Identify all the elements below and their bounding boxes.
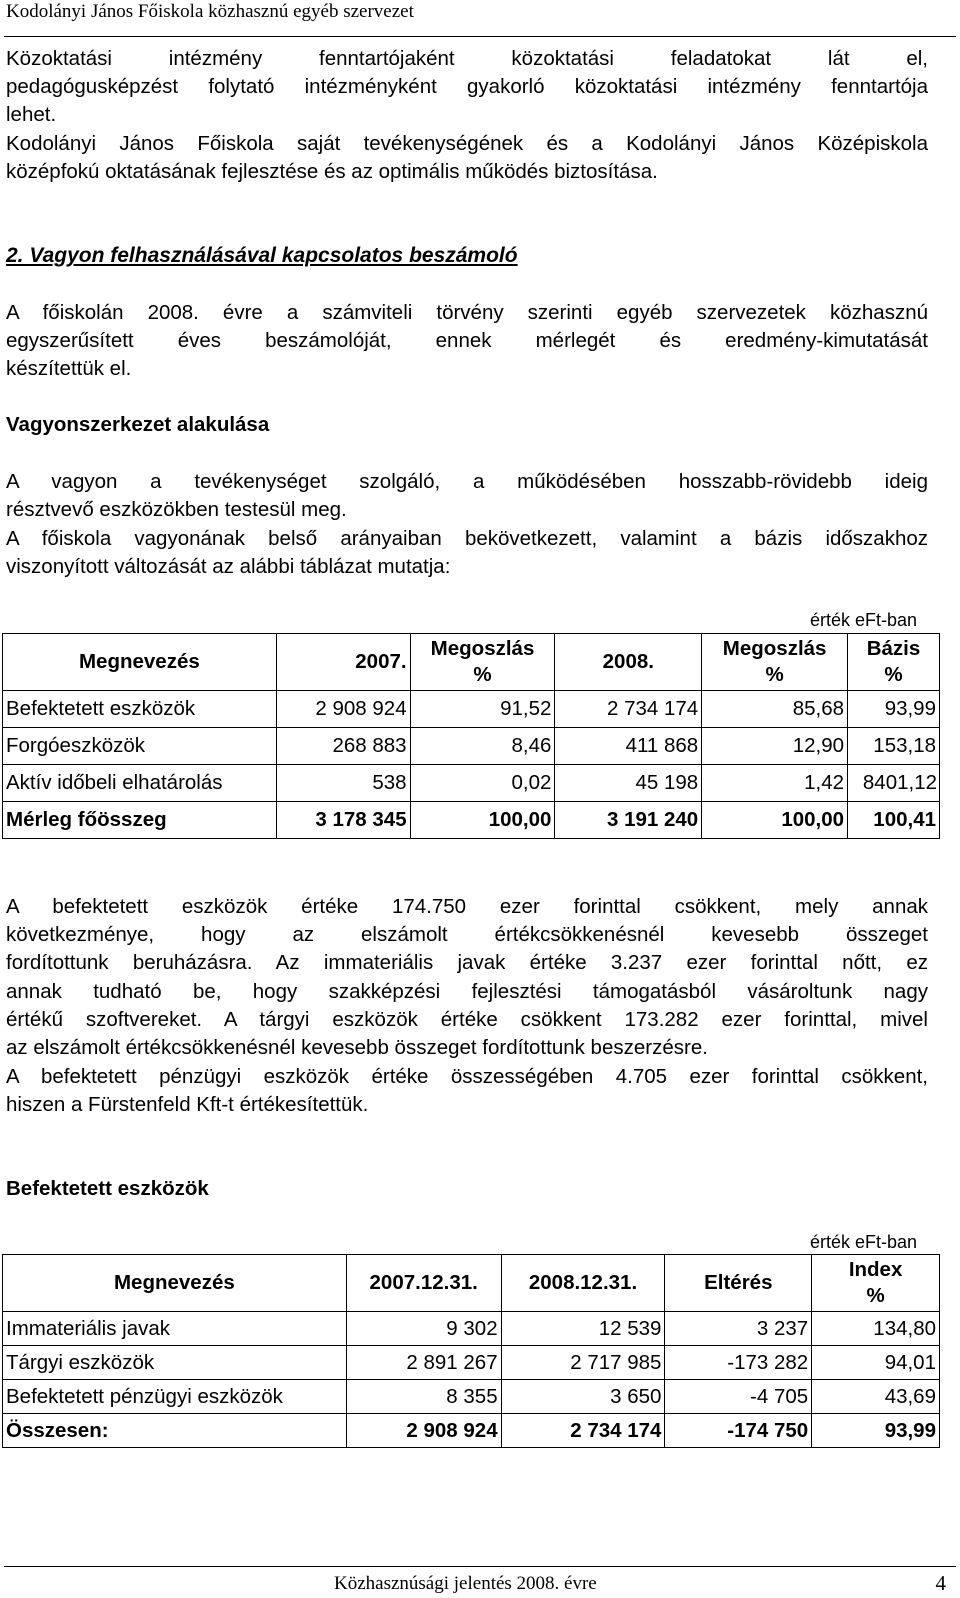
text-line: annak tudható be, hogy szakképzési fejlesztési támogatásból vásároltunk nagy bbox=[6, 979, 928, 1003]
cell-index: 93,99 bbox=[812, 1414, 940, 1448]
structure-paragraph-1 bbox=[6, 468, 928, 524]
col-header-2008 bbox=[501, 1255, 665, 1312]
col-header-base bbox=[848, 634, 940, 691]
text-line: A főiskola vagyonának belső arányaiban bekövetkezett, valamint a bázis időszakhoz bbox=[6, 527, 928, 550]
cell-value-2007: 538 bbox=[276, 765, 410, 802]
cell-diff: -173 282 bbox=[665, 1346, 812, 1380]
header-text: 2008.12.31. bbox=[528, 1271, 638, 1294]
cell-2008: 3 650 bbox=[501, 1380, 665, 1414]
table-header-row bbox=[3, 1255, 940, 1312]
text-line: középfokú oktatásának fejlesztése és az optimális működés biztosítása. bbox=[6, 160, 658, 184]
col-header-share-2007 bbox=[410, 634, 555, 691]
col-header-2007 bbox=[346, 1255, 501, 1312]
table-unit-label: érték eFt-ban bbox=[810, 1232, 918, 1252]
col-header-index bbox=[812, 1255, 940, 1312]
cell-2007: 2 891 267 bbox=[346, 1346, 501, 1380]
row-name: Mérleg főösszeg bbox=[3, 802, 277, 839]
analysis-paragraph-2 bbox=[6, 1063, 928, 1119]
table-unit-label: érték eFt-ban bbox=[810, 610, 918, 630]
text-line: készítettük el. bbox=[6, 357, 132, 381]
text-line: résztvevő eszközökben testesül meg. bbox=[6, 498, 347, 522]
cell-2008: 12 539 bbox=[501, 1312, 665, 1346]
col-header-name bbox=[3, 1255, 347, 1312]
cell-2007: 8 355 bbox=[346, 1380, 501, 1414]
cell-share-2008: 85,68 bbox=[702, 691, 848, 728]
cell-share-2007: 91,52 bbox=[410, 691, 555, 728]
text-line: A vagyon a tevékenységet szolgáló, a működésében hosszabb-rövidebb ideig bbox=[6, 470, 928, 493]
row-name: Befektetett pénzügyi eszközök bbox=[3, 1380, 347, 1414]
section-paragraph bbox=[6, 299, 928, 384]
header-text: Bázis bbox=[866, 637, 921, 660]
structure-paragraph-2 bbox=[6, 525, 928, 581]
cell-index: 134,80 bbox=[812, 1312, 940, 1346]
section-title: 2. Vagyon felhasználásával kapcsolatos beszámoló bbox=[6, 244, 518, 267]
page-footer bbox=[4, 1566, 956, 1598]
cell-value-2008: 2 734 174 bbox=[555, 691, 702, 728]
text-line: következménye, hogy az elszámolt értékcsökkenésnél kevesebb összeget bbox=[6, 923, 928, 947]
text-line: A befektetett pénzügyi eszközök értéke összességében 4.705 ezer forinttal csökkent, bbox=[6, 1065, 928, 1088]
text-line: Közoktatási intézmény fenntartójaként közoktatási feladatokat lát el, bbox=[6, 47, 928, 70]
header-text: Eltérés bbox=[704, 1271, 773, 1294]
cell-value-2007: 268 883 bbox=[276, 728, 410, 765]
cell-value-2007: 3 178 345 bbox=[276, 802, 410, 839]
cell-share-2008: 1,42 bbox=[702, 765, 848, 802]
table-header-row bbox=[3, 634, 940, 691]
text-line: hiszen a Fürstenfeld Kft-t értékesítettük. bbox=[6, 1093, 369, 1117]
cell-value-2008: 45 198 bbox=[555, 765, 702, 802]
header-text: % bbox=[473, 663, 492, 686]
row-name: Aktív időbeli elhatárolás bbox=[3, 765, 277, 802]
header-text: 2008. bbox=[602, 650, 654, 673]
cell-2007: 2 908 924 bbox=[346, 1414, 501, 1448]
cell-base: 8401,12 bbox=[848, 765, 940, 802]
text-line: lehet. bbox=[6, 103, 57, 127]
table-row bbox=[3, 1346, 940, 1380]
table-row bbox=[3, 728, 940, 765]
row-name: Befektetett eszközök bbox=[3, 691, 277, 728]
structure-title: Vagyonszerkezet alakulása bbox=[6, 413, 270, 436]
col-header-2008 bbox=[555, 634, 702, 691]
footer-text: Közhasznúsági jelentés 2008. évre bbox=[334, 1573, 597, 1594]
cell-2008: 2 734 174 bbox=[501, 1414, 665, 1448]
row-name: Összesen: bbox=[3, 1414, 347, 1448]
cell-base: 93,99 bbox=[848, 691, 940, 728]
page-header bbox=[4, 0, 956, 37]
cell-base: 100,41 bbox=[848, 802, 940, 839]
analysis-paragraph-1 bbox=[6, 893, 928, 1062]
fixed-assets-table bbox=[2, 1254, 940, 1448]
cell-share-2008: 12,90 bbox=[702, 728, 848, 765]
fixed-assets-title: Befektetett eszközök bbox=[6, 1177, 209, 1200]
col-header-2007 bbox=[276, 634, 410, 691]
cell-share-2007: 8,46 bbox=[410, 728, 555, 765]
intro-paragraph-2 bbox=[6, 130, 928, 186]
table-row bbox=[3, 691, 940, 728]
cell-2007: 9 302 bbox=[346, 1312, 501, 1346]
col-header-name bbox=[3, 634, 277, 691]
cell-diff: 3 237 bbox=[665, 1312, 812, 1346]
header-text: Megoszlás bbox=[722, 637, 827, 660]
cell-index: 94,01 bbox=[812, 1346, 940, 1380]
row-name: Forgóeszközök bbox=[3, 728, 277, 765]
col-header-diff bbox=[665, 1255, 812, 1312]
text-line: értékű szoftvereket. A tárgyi eszközök értéke csökkent 173.282 ezer forinttal, mivel bbox=[6, 1007, 928, 1031]
cell-diff: -4 705 bbox=[665, 1380, 812, 1414]
header-text: Index bbox=[848, 1258, 903, 1281]
cell-value-2008: 411 868 bbox=[555, 728, 702, 765]
row-name: Tárgyi eszközök bbox=[3, 1346, 347, 1380]
table-total-row bbox=[3, 802, 940, 839]
cell-base: 153,18 bbox=[848, 728, 940, 765]
cell-share-2007: 0,02 bbox=[410, 765, 555, 802]
header-text: 2007.12.31. bbox=[369, 1271, 478, 1294]
header-text: % bbox=[866, 1284, 885, 1307]
text-line: az elszámolt értékcsökkenésnél kevesebb összeget fordítottunk beszerzésre. bbox=[6, 1036, 708, 1060]
text-line: A főiskolán 2008. évre a számviteli törvény szerinti egyéb szervezetek közhasznú bbox=[6, 301, 928, 324]
table-total-row bbox=[3, 1414, 940, 1448]
cell-index: 43,69 bbox=[812, 1380, 940, 1414]
text-line: egyszerűsített éves beszámolóját, ennek mérlegét és eredmény-kimutatását bbox=[6, 329, 928, 353]
header-text: Megnevezés bbox=[113, 1271, 235, 1294]
page-number: 4 bbox=[935, 1571, 946, 1595]
table-row bbox=[3, 1312, 940, 1346]
text-line: pedagógusképzést folytató intézményként gyakorló közoktatási intézmény fenntartója bbox=[6, 75, 928, 99]
intro-paragraph-1 bbox=[6, 45, 928, 130]
table-row bbox=[3, 1380, 940, 1414]
cell-share-2007: 100,00 bbox=[410, 802, 555, 839]
col-header-share-2008 bbox=[702, 634, 848, 691]
text-line: viszonyított változását az alábbi táblázat mutatja: bbox=[6, 555, 451, 579]
text-line: A befektetett eszközök értéke 174.750 ezer forinttal csökkent, mely annak bbox=[6, 895, 928, 918]
cell-value-2007: 2 908 924 bbox=[276, 691, 410, 728]
cell-share-2008: 100,00 bbox=[702, 802, 848, 839]
text-line: fordítottunk beruházásra. Az immateriális javak értéke 3.237 ezer forinttal nőtt, ez bbox=[6, 951, 928, 975]
header-text: % bbox=[765, 663, 784, 686]
row-name: Immateriális javak bbox=[3, 1312, 347, 1346]
header-title: Kodolányi János Főiskola közhasznú egyéb szervezet bbox=[6, 1, 414, 22]
header-text: % bbox=[884, 663, 903, 686]
header-text: 2007. bbox=[355, 650, 407, 673]
table-row bbox=[3, 765, 940, 802]
header-text: Megoszlás bbox=[430, 637, 535, 660]
header-text: Megnevezés bbox=[78, 650, 200, 673]
cell-value-2008: 3 191 240 bbox=[555, 802, 702, 839]
cell-diff: -174 750 bbox=[665, 1414, 812, 1448]
asset-structure-table bbox=[2, 633, 940, 839]
text-line: Kodolányi János Főiskola saját tevékenységének és a Kodolányi János Középiskola bbox=[6, 132, 928, 155]
cell-2008: 2 717 985 bbox=[501, 1346, 665, 1380]
